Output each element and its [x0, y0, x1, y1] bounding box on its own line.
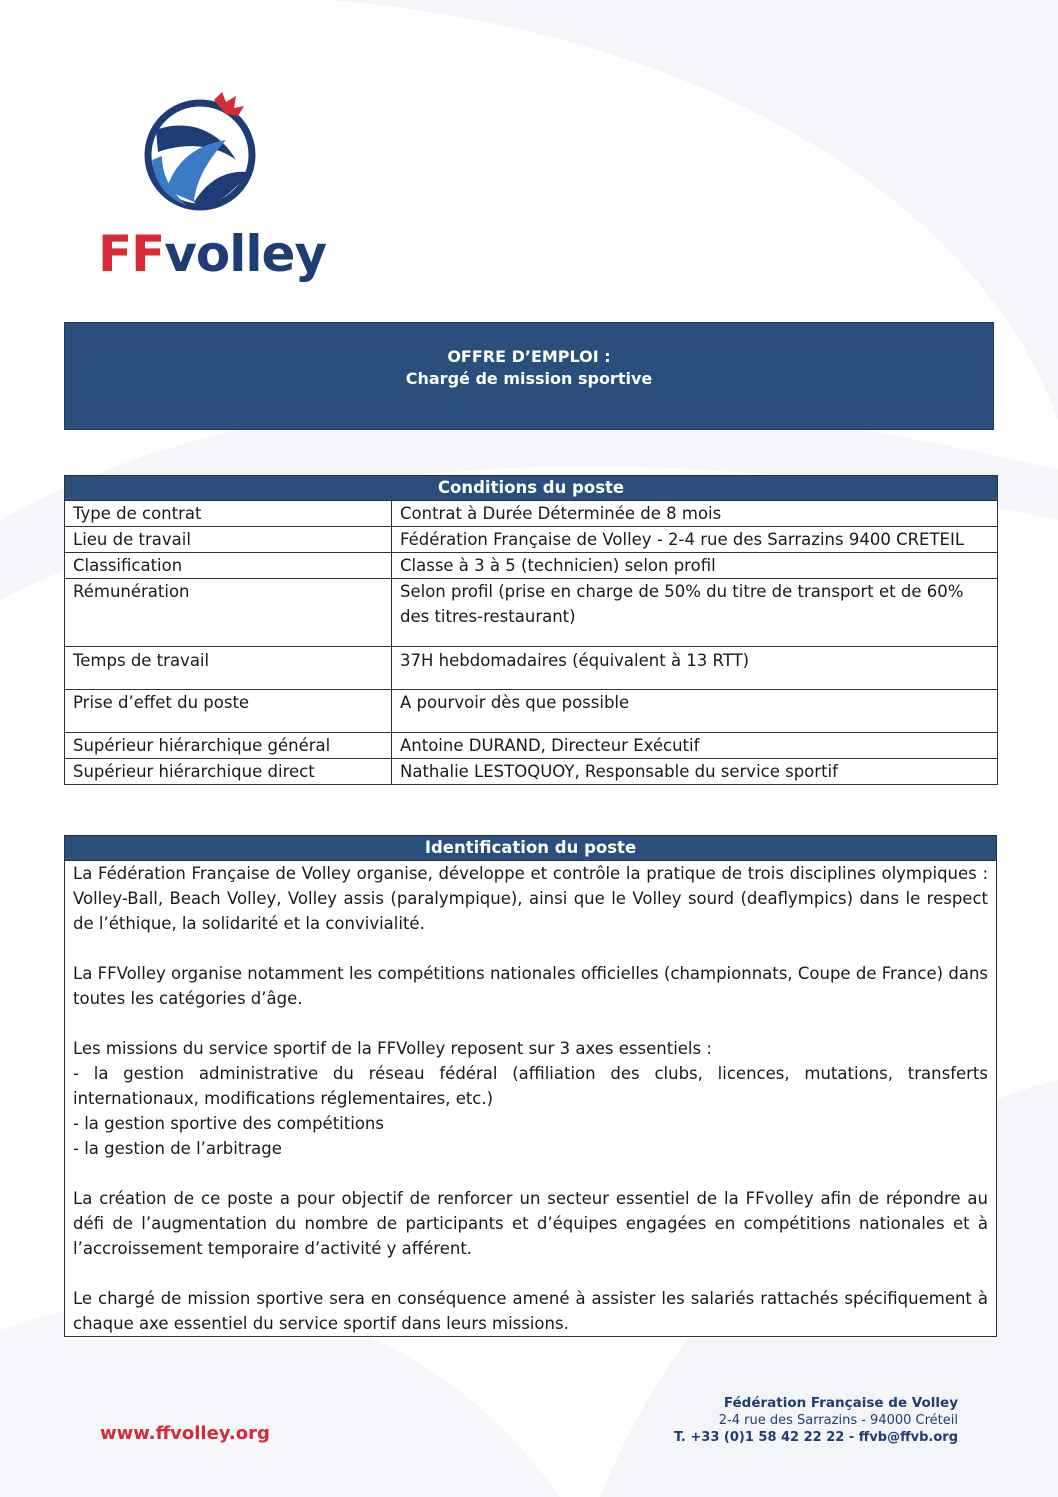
row-label: Lieu de travail	[65, 527, 392, 553]
title-line-2: Chargé de mission sportive	[405, 369, 653, 388]
table-row	[65, 759, 998, 785]
table-row	[65, 579, 998, 647]
row-value: Classe à 3 à 5 (technicien) selon profil	[392, 553, 998, 579]
job-offer-title-banner	[64, 322, 994, 430]
row-label: Rémunération	[65, 579, 392, 647]
footer-contact-block	[674, 1395, 958, 1446]
paragraph-role: Le chargé de mission sportive sera en conséquence amené à assister les salariés rattachés spécifiquement à chaque axe essentiel du service sportif dans leurs missions.	[73, 1289, 988, 1333]
row-value: Selon profil (prise en charge de 50% du titre de transport et de 60% des titres-restaurant)	[392, 579, 998, 647]
row-value: Antoine DURAND, Directeur Exécutif	[392, 733, 998, 759]
row-label: Temps de travail	[65, 647, 392, 690]
missions-intro: Les missions du service sportif de la FFVolley reposent sur 3 axes essentiels :	[73, 1039, 712, 1058]
row-label: Supérieur hiérarchique général	[65, 733, 392, 759]
row-label: Type de contrat	[65, 501, 392, 527]
row-value: Fédération Française de Volley - 2-4 rue des Sarrazins 9400 CRETEIL	[392, 527, 998, 553]
identification-body	[65, 861, 997, 1337]
table-row	[65, 647, 998, 690]
conditions-table	[64, 475, 998, 785]
conditions-heading: Conditions du poste	[65, 476, 998, 501]
row-label: Supérieur hiérarchique direct	[65, 759, 392, 785]
title-line-1: OFFRE D’EMPLOI :	[447, 347, 611, 366]
footer-address: 2-4 rue des Sarrazins - 94000 Créteil	[718, 1413, 958, 1428]
table-row	[65, 733, 998, 759]
footer-contact: T. +33 (0)1 58 42 22 22 - ffvb@ffvb.org	[674, 1430, 958, 1445]
table-row	[65, 553, 998, 579]
paragraph-objective: La création de ce poste a pour objectif de renforcer un secteur essentiel de la FFvolley afin de répondre au défi de l’augmentation du nombre de participants et d’équipes engagées en compétitions nationales et à l’accroissement temporaire d’activité y afférent.	[73, 1189, 988, 1258]
ffvolley-wordmark	[98, 224, 326, 284]
paragraph-competitions: La FFVolley organise notamment les compétitions nationales officielles (championnats, Coupe de France) dans toutes les catégories d’âge.	[73, 964, 988, 1008]
table-row	[65, 527, 998, 553]
website-link[interactable]: www.ffvolley.org	[100, 1423, 270, 1444]
wordmark-prefix: FF	[98, 225, 165, 283]
identification-table	[64, 835, 997, 1337]
paragraph-federation: La Fédération Française de Volley organise, développe et contrôle la pratique de trois disciplines olympiques : Volley-Ball, Beach Volley, Volley assis (paralympique), ainsi que le Volley sourd (deaflympics) dans le respect de l’éthique, la solidarité et la convivialité.	[73, 864, 988, 933]
row-value: Nathalie LESTOQUOY, Responsable du service sportif	[392, 759, 998, 785]
row-value: A pourvoir dès que possible	[392, 690, 998, 733]
row-label: Classification	[65, 553, 392, 579]
list-item: - la gestion de l’arbitrage	[73, 1139, 282, 1158]
paragraph-missions	[73, 1036, 988, 1161]
row-value: 37H hebdomadaires (équivalent à 13 RTT)	[392, 647, 998, 690]
row-label: Prise d’effet du poste	[65, 690, 392, 733]
identification-heading: Identification du poste	[65, 836, 997, 861]
footer-org-name: Fédération Française de Volley	[723, 1395, 958, 1411]
table-row	[65, 501, 998, 527]
wordmark-suffix: volley	[164, 225, 327, 283]
row-value: Contrat à Durée Déterminée de 8 mois	[392, 501, 998, 527]
table-row	[65, 690, 998, 733]
list-item: - la gestion sportive des compétitions	[73, 1114, 384, 1133]
list-item: - la gestion administrative du réseau fédéral (affiliation des clubs, licences, mutations, transferts internationaux, modifications réglementaires, etc.)	[73, 1064, 988, 1108]
